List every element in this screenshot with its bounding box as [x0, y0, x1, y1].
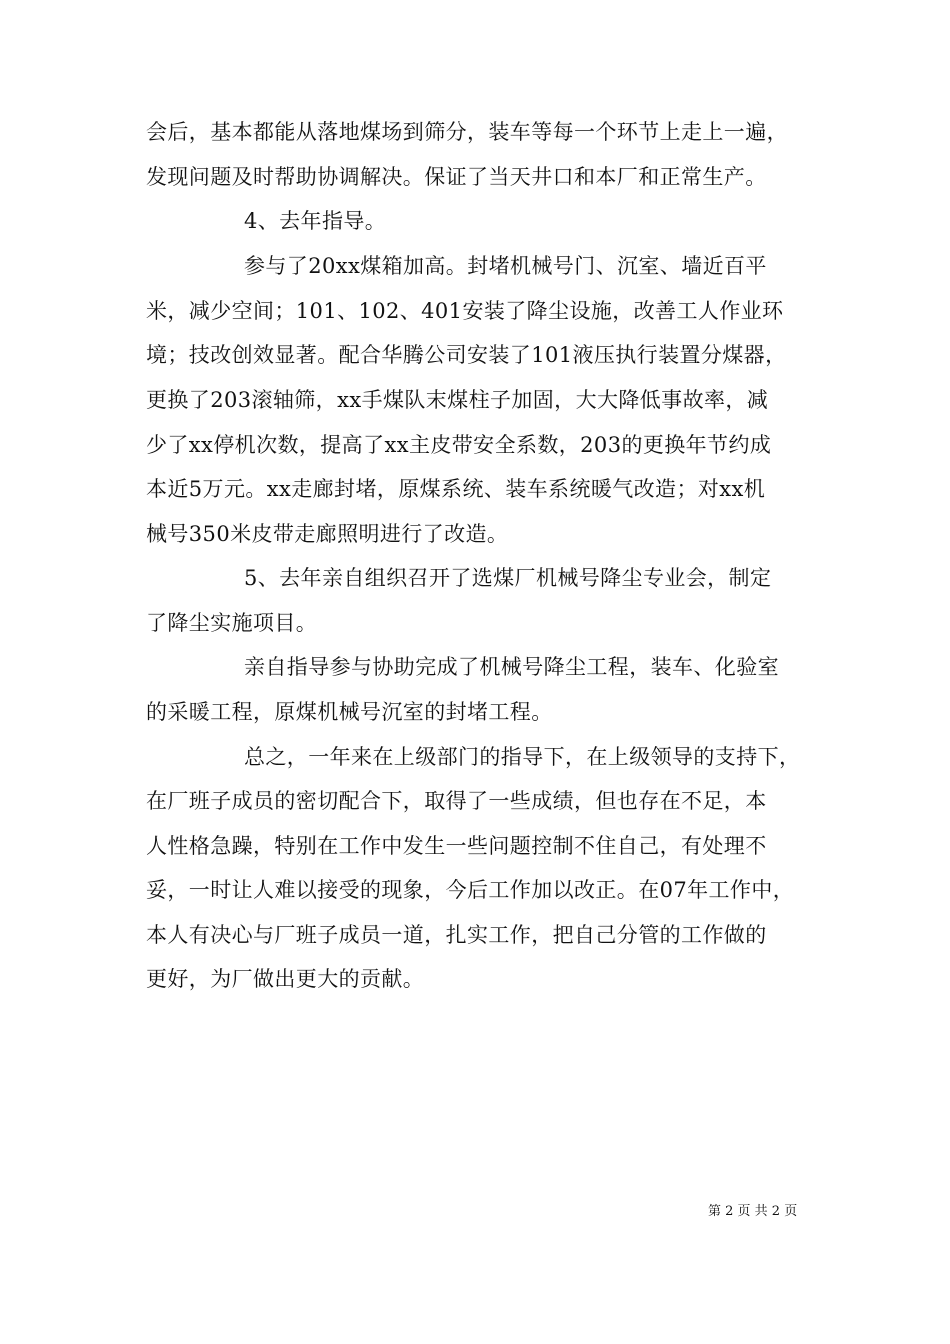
text-line: 米，减少空间；101、102、401安装了降尘设施，改善工人作业环 [146, 299, 784, 323]
text-line: 了降尘实施项目。 [146, 611, 318, 635]
text-line: 妥，一时让人难以接受的现象，今后工作加以改正。在07年工作中， [146, 878, 795, 902]
text-line: 总之，一年来在上级部门的指导下，在上级领导的支持下， [244, 745, 801, 769]
text-line: 发现问题及时帮助协调解决。保证了当天井口和本厂和正常生产。 [146, 165, 767, 189]
text-line: 境；技改创效显著。配合华腾公司安装了101液压执行装置分煤器， [146, 343, 787, 367]
text-line: 更好，为厂做出更大的贡献。 [146, 967, 425, 991]
text-line: 参与了20xx煤箱加高。封堵机械号门、沉室、墙近百平 [244, 254, 767, 278]
text-line: 会后，基本都能从落地煤场到筛分，装车等每一个环节上走上一遍， [146, 120, 788, 144]
section-heading-4: 4、去年指导。 [244, 209, 387, 233]
page-number-footer: 第 2 页 共 2 页 [708, 1204, 798, 1219]
text-line: 的采暖工程，原煤机械号沉室的封堵工程。 [146, 700, 553, 724]
text-line: 械号350米皮带走廊照明进行了改造。 [146, 522, 509, 546]
text-line: 在厂班子成员的密切配合下，取得了一些成绩，但也存在不足，本 [146, 789, 767, 813]
text-line: 少了xx停机次数，提高了xx主皮带安全系数，203的更换年节约成 [146, 433, 772, 457]
text-line: 人性格急躁，特别在工作中发生一些问题控制不住自己，有处理不 [146, 834, 767, 858]
text-line: 5、去年亲自组织召开了选煤厂机械号降尘专业会，制定 [244, 566, 772, 590]
text-line: 本近5万元。xx走廊封堵，原煤系统、装车系统暖气改造；对xx机 [146, 477, 766, 501]
text-line: 亲自指导参与协助完成了机械号降尘工程，装车、化验室 [244, 655, 779, 679]
text-line: 更换了203滚轴筛，xx手煤队末煤柱子加固，大大降低事故率，减 [146, 388, 769, 412]
text-line: 本人有决心与厂班子成员一道，扎实工作，把自己分管的工作做的 [146, 923, 767, 947]
